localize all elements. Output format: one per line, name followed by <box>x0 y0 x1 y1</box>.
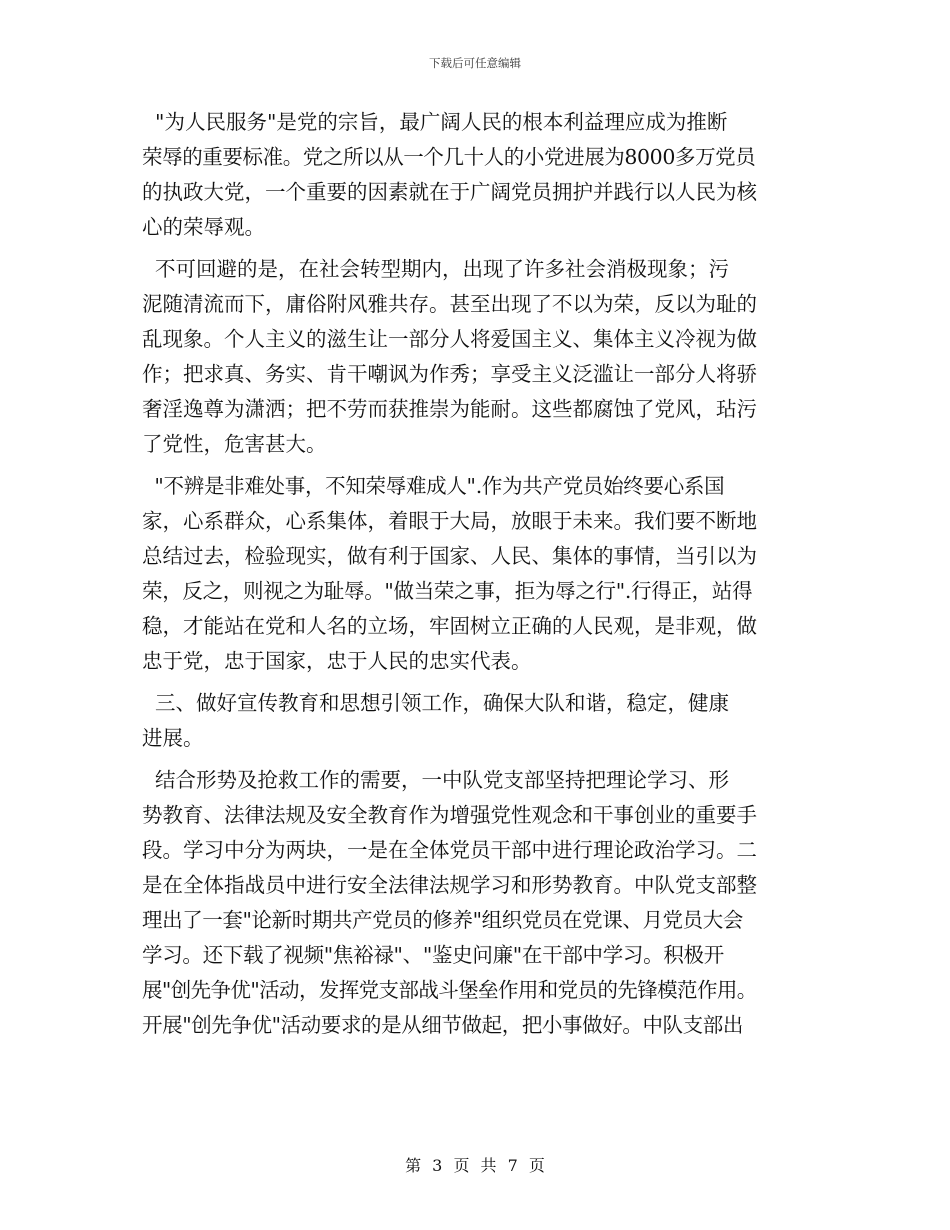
text-line: 展"创先争优"活动，发挥党支部战斗堡垒作用和党员的先锋模范作用。 <box>142 978 757 1002</box>
text-line: 忠于党，忠于国家，忠于人民的忠实代表。 <box>142 649 532 673</box>
text-line: 了党性，危害甚大。 <box>142 432 327 456</box>
text-line: 的执政大党，一个重要的因素就在于广阔党员拥护并践行以人民为核 <box>142 180 757 204</box>
paragraph-3 <box>142 469 810 679</box>
text-line: 段。学习中分为两块，一是在全体党员干部中进行理论政治学习。二 <box>142 838 757 862</box>
text-line: 开展"创先争优"活动要求的是从细节做起，把小事做好。中队支部出 <box>142 1013 743 1037</box>
text-line: 泥随清流而下，庸俗附风雅共存。甚至出现了不以为荣，反以为耻的 <box>142 292 757 316</box>
text-line: 是在全体指战员中进行安全法律法规学习和形势教育。中队党支部整 <box>142 873 757 897</box>
text-line: 不可回避的是，在社会转型期内，出现了许多社会消极现象；污 <box>142 257 730 281</box>
text-line: 总结过去，检验现实，做有利于国家、人民、集体的事情，当引以为 <box>142 544 757 568</box>
text-line: 荣，反之，则视之为耻辱。"做当荣之事，拒为辱之行".行得正，站得 <box>142 579 753 603</box>
text-line: 结合形势及抢救工作的需要，一中队党支部坚持把理论学习、形 <box>142 768 730 792</box>
text-line: 进展。 <box>142 726 204 750</box>
document-body <box>142 105 810 1050</box>
text-line: 作；把求真、务实、肯干嘲讽为作秀；享受主义泛滥让一部分人将骄 <box>142 362 757 386</box>
text-line: 家，心系群众，心系集体，着眼于大局，放眼于未来。我们要不断地 <box>142 509 757 533</box>
text-line: 荣辱的重要标准。党之所以从一个几十人的小党进展为8000多万党员 <box>142 145 756 169</box>
paragraph-4 <box>142 686 810 756</box>
text-line: "不辨是非难处事，不知荣辱难成人".作为共产党员始终要心系国 <box>142 474 725 498</box>
paragraph-2 <box>142 252 810 462</box>
text-line: 势教育、法律法规及安全教育作为增强党性观念和干事创业的重要手 <box>142 803 757 827</box>
text-line: 学习。还下载了视频"焦裕禄"、"鉴史问廉"在干部中学习。积极开 <box>142 943 724 967</box>
paragraph-1 <box>142 105 810 245</box>
paragraph-5 <box>142 763 810 1043</box>
text-line: 乱现象。个人主义的滋生让一部分人将爱国主义、集体主义冷视为做 <box>142 327 757 351</box>
text-line: 理出了一套"论新时期共产党员的修养"组织党员在党课、月党员大会 <box>142 908 743 932</box>
page-footer: 第 3 页 共 7 页 <box>405 1156 545 1175</box>
text-line: 稳，才能站在党和人名的立场，牢固树立正确的人民观，是非观，做 <box>142 614 757 638</box>
text-line: 奢淫逸尊为潇洒；把不劳而获推崇为能耐。这些都腐蚀了党风，玷污 <box>142 397 757 421</box>
text-line: 心的荣辱观。 <box>142 215 265 239</box>
text-line: "为人民服务"是党的宗旨，最广阔人民的根本利益理应成为推断 <box>142 110 728 134</box>
page-header: 下载后可任意编辑 <box>429 56 521 70</box>
text-line: 三、做好宣传教育和思想引领工作，确保大队和谐，稳定，健康 <box>142 691 730 715</box>
